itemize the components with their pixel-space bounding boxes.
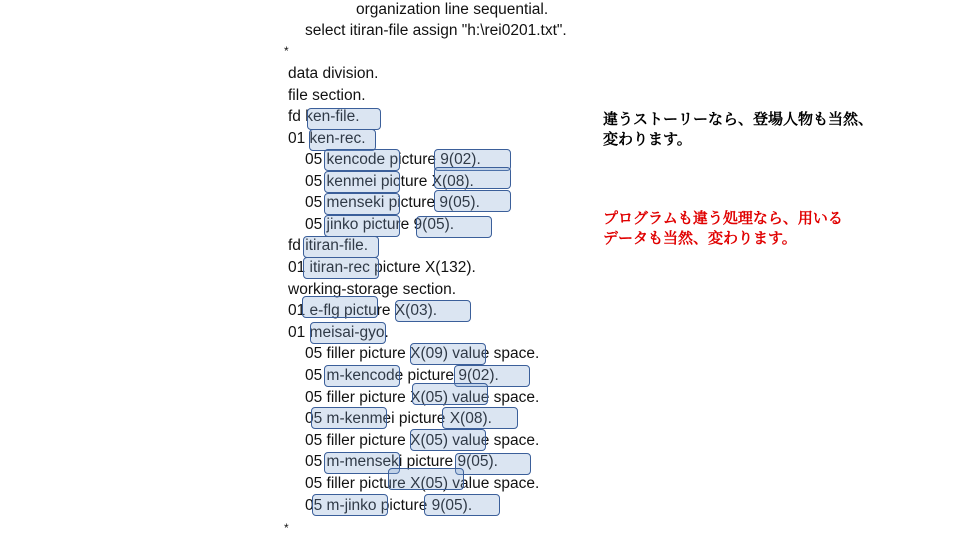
highlight-box	[312, 494, 388, 516]
code-line: 01 meisai-gyo.	[288, 324, 389, 341]
code-line: 05 filler picture X(05) value space.	[305, 432, 540, 449]
code-line: organization line sequential.	[356, 1, 549, 18]
code-line: 05 menseki picture 9(05).	[305, 194, 480, 211]
highlight-box	[442, 407, 518, 429]
highlight-box	[388, 468, 464, 490]
code-line: 05 filler picture X(05) value space.	[305, 389, 540, 406]
highlight-box	[395, 300, 471, 322]
code-line: 05 m-kencode picture 9(02).	[305, 367, 499, 384]
highlight-box	[434, 167, 511, 189]
code-line: 01 e-flg picture X(03).	[288, 302, 438, 319]
highlight-box	[324, 365, 400, 387]
highlight-box	[412, 383, 488, 405]
highlight-box	[311, 407, 387, 429]
highlight-box	[416, 216, 492, 238]
highlight-box	[324, 149, 400, 171]
highlight-box	[324, 171, 400, 193]
code-line: select itiran-file assign "h:\rei0201.txt".	[305, 22, 567, 39]
highlight-box	[410, 429, 486, 451]
note-story: 違うストーリーなら、登場人物も当然、 変わります。	[603, 110, 874, 148]
highlight-box	[302, 296, 378, 318]
code-line: data division.	[288, 65, 379, 82]
code-line: fd itiran-file.	[288, 237, 369, 254]
code-line: 05 kenmei picture X(08).	[305, 173, 474, 190]
highlight-box	[309, 129, 376, 151]
code-line: 05 jinko picture 9(05).	[305, 216, 455, 233]
highlight-box	[455, 453, 531, 475]
highlight-box	[303, 236, 379, 258]
code-line: file section.	[288, 87, 366, 104]
code-line: 05 m-jinko picture 9(05).	[305, 497, 473, 514]
highlight-box	[410, 343, 486, 365]
highlight-box	[324, 215, 400, 237]
comment-asterisk: *	[284, 521, 289, 535]
code-line: fd ken-file.	[288, 108, 360, 125]
highlight-box	[424, 494, 500, 516]
note-program: プログラムも違う処理なら、用いる データも当然、変わります。	[603, 209, 843, 247]
code-line: 01 itiran-rec picture X(132).	[288, 259, 476, 276]
highlight-box	[434, 190, 511, 212]
highlight-box	[303, 257, 379, 279]
code-line: 01 ken-rec.	[288, 130, 366, 147]
highlight-box	[310, 322, 386, 344]
code-line: 05 kencode picture 9(02).	[305, 151, 481, 168]
code-line: 05 filler picture X(05) value space.	[305, 475, 540, 492]
comment-asterisk: *	[284, 44, 289, 58]
highlight-box	[324, 193, 400, 215]
code-line: 05 m-menseki picture 9(05).	[305, 453, 498, 470]
code-line: working-storage section.	[288, 281, 456, 298]
highlight-box	[307, 108, 381, 130]
code-line: 05 m-kenmei picture X(08).	[305, 410, 492, 427]
code-line: 05 filler picture X(09) value space.	[305, 345, 540, 362]
